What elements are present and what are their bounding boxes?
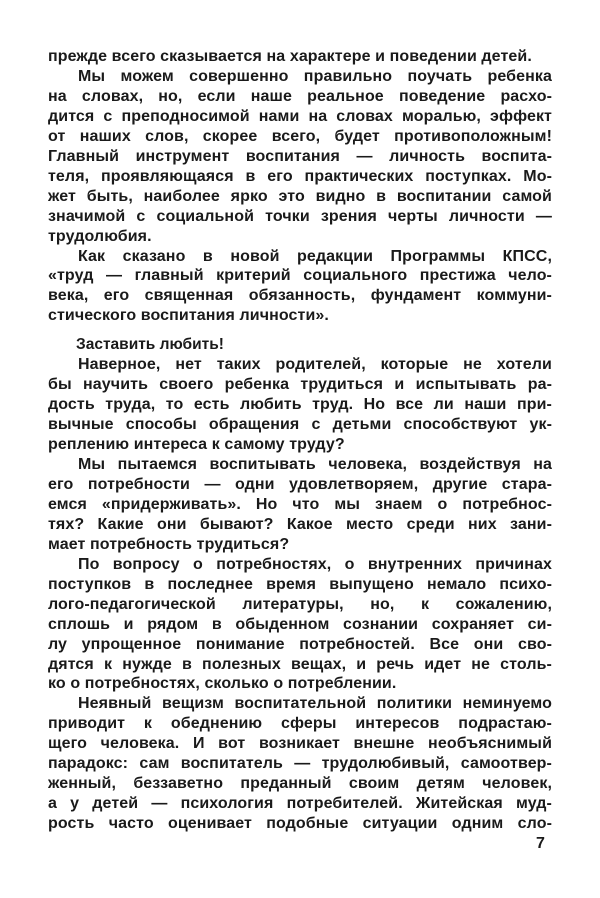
text-line: дится с преподносимой нами на словах моралью, эффект [48, 107, 552, 125]
section-heading: Заставить любить! [76, 335, 224, 353]
text-line: жет быть, наиболее ярко это видно в воспитании самой [48, 187, 552, 205]
text-line: на словах, но, если наше реальное поведение расхо- [48, 87, 552, 105]
text-line: приводит к обеднению сферы интересов подрастаю- [48, 715, 552, 733]
text-line: значимой с социальной точки зрения черты личности — [48, 207, 552, 225]
text-line: прежде всего сказывается на характере и поведении детей. [48, 48, 532, 65]
text-line: ко о потребностях, сколько о потреблении. [48, 675, 397, 693]
text-line: трудолюбия. [48, 227, 152, 245]
text-line: сплошь и рядом в обыденном сознании сохраняет си- [48, 615, 552, 633]
text-line: поступков в последнее время выпущено немало психо- [48, 575, 552, 593]
text-line: женный, беззаветно преданный своим детям человек, [48, 775, 552, 793]
text-line: от наших слов, скорее всего, будет противоположным! [48, 127, 552, 145]
text-line: рость часто оценивает подобные ситуации одним сло- [48, 815, 552, 833]
text-line: вычные способы обращения с детьми способствуют ук- [48, 416, 552, 434]
text-line: Как сказано в новой редакции Программы КПСС, [78, 247, 552, 265]
text-line: емся «придерживать». Но что мы знаем о потребнос- [48, 495, 552, 513]
text-line: По вопросу о потребностях, о внутренних причинах [78, 555, 552, 573]
text-line: Главный инструмент воспитания — личность воспита- [48, 147, 552, 165]
text-line: лого-педагогической литературы, но, к сожалению, [48, 595, 552, 613]
text-line: Мы пытаемся воспитывать человека, воздействуя на [78, 456, 552, 473]
text-line: парадокс: сам воспитатель — трудолюбивый, самоотвер- [48, 755, 552, 773]
text-line: а у детей — психология потребителей. Житейская муд- [48, 795, 552, 813]
text-line: дость труда, то есть любить труд. Но все ли наши при- [48, 396, 552, 414]
text-line: Неявный вещизм воспитательной политики неминуемо [78, 695, 552, 713]
text-line: лу упрощенное понимание потребностей. Все они сво- [48, 635, 552, 653]
text-line: реплению интереса к самому труду? [48, 436, 345, 454]
text-line: его потребности — одни удовлетворяем, другие стара- [48, 476, 552, 493]
text-line: мает потребность трудиться? [48, 535, 290, 553]
text-line: щего человека. И вот возникает внешне необъяснимый [48, 735, 552, 753]
text-line: дятся к нужде в полезных вещах, и речь идет не столь- [48, 655, 552, 673]
text-line: тях? Какие они бывают? Какое место среди них зани- [48, 515, 552, 533]
text-line: Наверное, нет таких родителей, которые не хотели [78, 356, 552, 374]
text-line: стического воспитания личности». [48, 307, 329, 325]
page-number: 7 [536, 835, 545, 852]
text-line: «труд — главный критерий социального престижа чело- [48, 267, 552, 285]
text-line: Мы можем совершенно правильно поучать ребенка [78, 67, 552, 85]
text-line: века, его священная обязанность, фундамент коммуни- [48, 287, 552, 305]
text-line: бы научить своего ребенка трудиться и испытывать ра- [48, 376, 552, 394]
text-line: теля, проявляющаяся в его практических поступках. Мо- [48, 167, 552, 185]
